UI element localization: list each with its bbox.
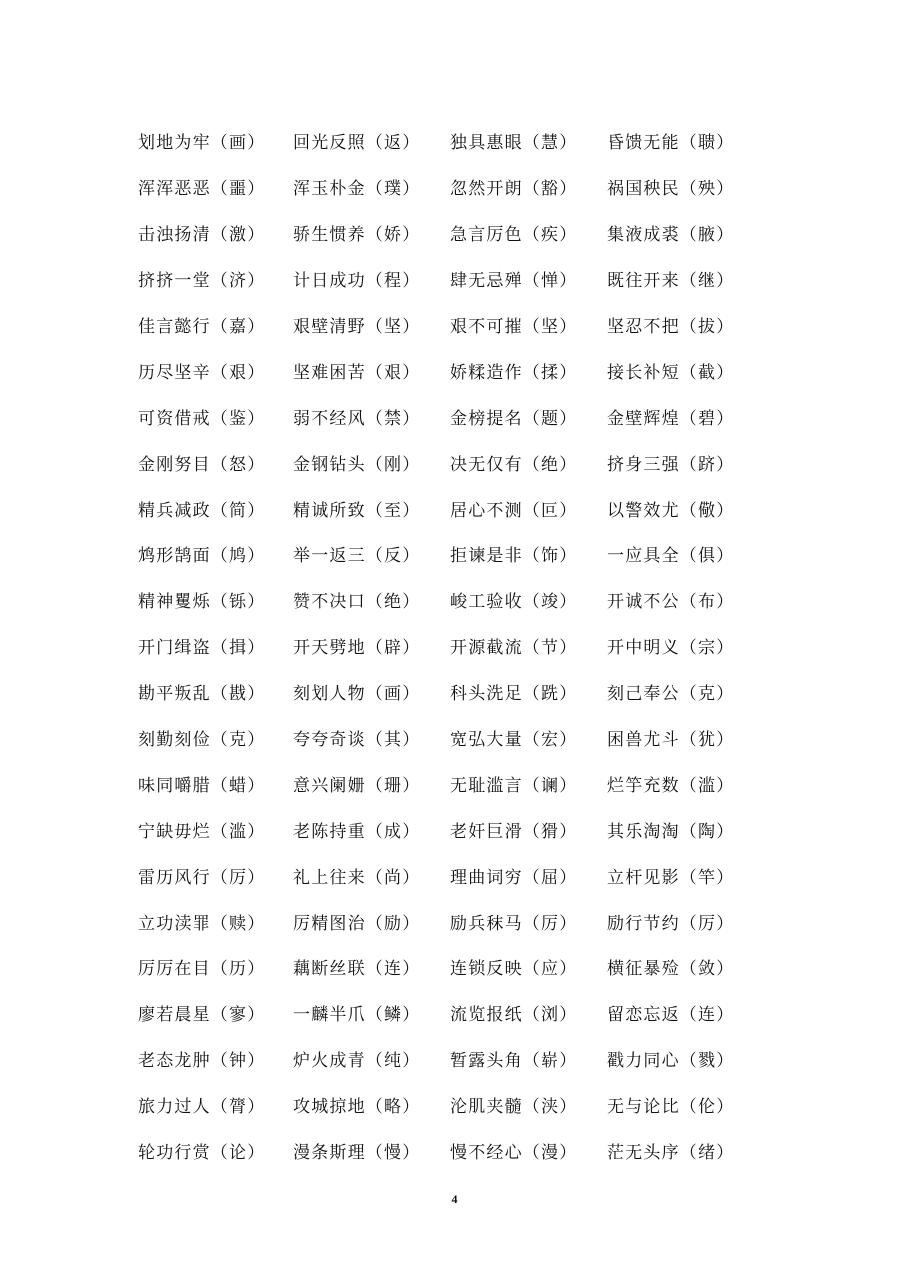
idiom-entry: 回光反照（返） bbox=[293, 133, 421, 154]
idiom-entry: 坚忍不把（拔） bbox=[607, 317, 735, 337]
idiom-entry: 决无仅有（绝） bbox=[450, 454, 578, 475]
idiom-row bbox=[138, 669, 788, 715]
idiom-entry: 忽然开朗（豁） bbox=[450, 179, 578, 200]
idiom-entry: 留恋忘返（连） bbox=[607, 1005, 735, 1026]
idiom-row bbox=[138, 1128, 788, 1174]
idiom-entry: 老陈持重（成） bbox=[293, 821, 421, 842]
idiom-entry: 精兵减政（简） bbox=[138, 500, 266, 521]
idiom-entry: 理曲词穷（屈） bbox=[450, 867, 578, 888]
idiom-row bbox=[138, 577, 788, 623]
idiom-entry: 戳力同心（戮） bbox=[607, 1051, 735, 1072]
idiom-row bbox=[138, 118, 788, 164]
idiom-row bbox=[138, 256, 788, 302]
idiom-entry: 集液成裘（腋） bbox=[607, 225, 735, 246]
idiom-entry: 浑玉朴金（璞） bbox=[293, 179, 421, 200]
idiom-entry: 祸国秧民（殃） bbox=[607, 179, 735, 200]
idiom-entry: 开门缉盗（揖） bbox=[138, 638, 266, 659]
idiom-entry: 味同嚼腊（蜡） bbox=[138, 775, 266, 796]
idiom-row bbox=[138, 485, 788, 531]
idiom-entry: 挤挤一堂（济） bbox=[138, 271, 266, 292]
idiom-entry: 轮功行赏（论） bbox=[138, 1143, 266, 1164]
idiom-entry: 接长补短（截） bbox=[607, 362, 735, 383]
idiom-entry: 勘平叛乱（戡） bbox=[138, 684, 266, 705]
idiom-entry: 刻勤刻俭（克） bbox=[138, 730, 266, 751]
idiom-entry: 老态龙肿（钟） bbox=[138, 1051, 266, 1072]
idiom-row bbox=[138, 1082, 788, 1128]
idiom-row bbox=[138, 898, 788, 944]
idiom-entry: 流览报纸（浏） bbox=[450, 1005, 578, 1026]
idiom-entry: 开诚不公（布） bbox=[607, 592, 735, 613]
idiom-row bbox=[138, 164, 788, 210]
idiom-entry: 精神矍烁（铄） bbox=[138, 592, 266, 613]
idiom-entry: 可资借戒（鉴） bbox=[138, 408, 266, 429]
idiom-entry: 暂露头角（崭） bbox=[450, 1051, 578, 1072]
idiom-row bbox=[138, 715, 788, 761]
idiom-entry: 困兽尤斗（犹） bbox=[607, 730, 735, 751]
idiom-row bbox=[138, 623, 788, 669]
idiom-entry: 老奸巨滑（猾） bbox=[450, 821, 578, 842]
idiom-entry: 夸夸奇谈（其） bbox=[293, 730, 421, 751]
idiom-entry: 计日成功（程） bbox=[293, 271, 421, 292]
idiom-entry: 举一返三（反） bbox=[293, 546, 421, 567]
idiom-entry: 浑浑恶恶（噩） bbox=[138, 179, 266, 200]
idiom-entry: 金壁辉煌（碧） bbox=[607, 408, 735, 429]
idiom-entry: 既往开来（继） bbox=[607, 271, 735, 292]
idiom-entry: 连锁反映（应） bbox=[450, 959, 578, 980]
idiom-entry: 娇糅造作（揉） bbox=[450, 362, 578, 383]
idiom-entry: 峻工验收（竣） bbox=[450, 592, 578, 613]
idiom-entry: 横征暴殓（敛） bbox=[607, 959, 735, 980]
idiom-row bbox=[138, 393, 788, 439]
idiom-entry: 居心不测（叵） bbox=[450, 500, 578, 521]
idiom-entry: 厉厉在目（历） bbox=[138, 959, 266, 980]
idiom-entry: 刻己奉公（克） bbox=[607, 684, 735, 705]
idiom-entry: 佳言懿行（嘉） bbox=[138, 317, 266, 337]
idiom-entry: 开源截流（节） bbox=[450, 638, 578, 659]
idiom-entry: 沦肌夹髓（浃） bbox=[450, 1097, 578, 1118]
idiom-entry: 一应具全（俱） bbox=[607, 546, 735, 567]
idiom-entry: 独具惠眼（慧） bbox=[450, 133, 578, 154]
idiom-entry: 艰壁清野（坚） bbox=[293, 317, 421, 337]
idiom-entry: 漫条斯理（慢） bbox=[293, 1143, 421, 1164]
idiom-entry: 赞不决口（绝） bbox=[293, 592, 421, 613]
idiom-entry: 立功渎罪（赎） bbox=[138, 913, 266, 934]
idiom-entry: 礼上往来（尚） bbox=[293, 867, 421, 888]
idiom-entry: 厉精图治（励） bbox=[293, 913, 421, 934]
idiom-entry: 开天劈地（辟） bbox=[293, 638, 421, 659]
idiom-entry: 历尽坚辛（艰） bbox=[138, 362, 266, 383]
idiom-entry: 励兵秣马（厉） bbox=[450, 913, 578, 934]
idiom-entry: 雷历风行（厉） bbox=[138, 867, 266, 888]
idiom-entry: 划地为牢（画） bbox=[138, 133, 266, 154]
page-number: 4 bbox=[451, 1192, 458, 1206]
idiom-entry: 金榜提名（题） bbox=[450, 408, 578, 429]
idiom-row bbox=[138, 531, 788, 577]
idiom-row bbox=[138, 806, 788, 852]
idiom-entry: 以警效尤（儆） bbox=[607, 500, 735, 521]
idiom-entry: 精诚所致（至） bbox=[293, 500, 421, 521]
idiom-entry: 廖若晨星（寥） bbox=[138, 1005, 266, 1026]
idiom-entry: 无与论比（伦） bbox=[607, 1097, 735, 1118]
idiom-entry: 金刚努目（怒） bbox=[138, 454, 266, 475]
idiom-row bbox=[138, 347, 788, 393]
idiom-row bbox=[138, 990, 788, 1036]
idiom-entry: 慢不经心（漫） bbox=[450, 1143, 578, 1164]
idiom-entry: 开中明义（宗） bbox=[607, 638, 735, 659]
idiom-entry: 弱不经风（禁） bbox=[293, 408, 421, 429]
idiom-entry: 金钢钻头（刚） bbox=[293, 454, 421, 475]
idiom-entry: 挤身三强（跻） bbox=[607, 454, 735, 475]
idiom-row bbox=[138, 439, 788, 485]
idiom-row bbox=[138, 852, 788, 898]
idiom-entry: 刻划人物（画） bbox=[293, 684, 421, 705]
idiom-entry: 拒谏是非（饰） bbox=[450, 546, 578, 567]
idiom-entry: 宁缺毋烂（滥） bbox=[138, 821, 266, 842]
idiom-entry: 炉火成青（纯） bbox=[293, 1051, 421, 1072]
idiom-row bbox=[138, 944, 788, 990]
idiom-entry: 急言厉色（疾） bbox=[450, 225, 578, 246]
idiom-row bbox=[138, 302, 788, 348]
idiom-row bbox=[138, 760, 788, 806]
idiom-correction-table bbox=[138, 118, 788, 1173]
idiom-row bbox=[138, 1036, 788, 1082]
idiom-entry: 立杆见影（竿） bbox=[607, 867, 735, 888]
idiom-entry: 意兴阑姗（珊） bbox=[293, 775, 421, 796]
idiom-entry: 其乐淘淘（陶） bbox=[607, 821, 735, 842]
idiom-entry: 攻城掠地（略） bbox=[293, 1097, 421, 1118]
idiom-entry: 宽弘大量（宏） bbox=[450, 730, 578, 751]
idiom-entry: 茫无头序（绪） bbox=[607, 1143, 735, 1164]
idiom-entry: 一麟半爪（鳞） bbox=[293, 1005, 421, 1026]
idiom-entry: 昏馈无能（聩） bbox=[607, 133, 735, 154]
idiom-entry: 坚难困苦（艰） bbox=[293, 362, 421, 383]
idiom-entry: 励行节约（厉） bbox=[607, 913, 735, 934]
idiom-entry: 肆无忌殚（惮） bbox=[450, 271, 578, 292]
idiom-entry: 鸩形鹄面（鸠） bbox=[138, 546, 266, 567]
idiom-entry: 烂竽充数（滥） bbox=[607, 775, 735, 796]
idiom-entry: 艰不可摧（坚） bbox=[450, 317, 578, 337]
idiom-entry: 藕断丝联（连） bbox=[293, 959, 421, 980]
idiom-entry: 击浊扬清（激） bbox=[138, 225, 266, 246]
idiom-entry: 科头洗足（跣） bbox=[450, 684, 578, 705]
idiom-entry: 无耻滥言（谰） bbox=[450, 775, 578, 796]
idiom-entry: 旅力过人（膂） bbox=[138, 1097, 266, 1118]
idiom-entry: 骄生惯养（娇） bbox=[293, 225, 421, 246]
idiom-row bbox=[138, 210, 788, 256]
